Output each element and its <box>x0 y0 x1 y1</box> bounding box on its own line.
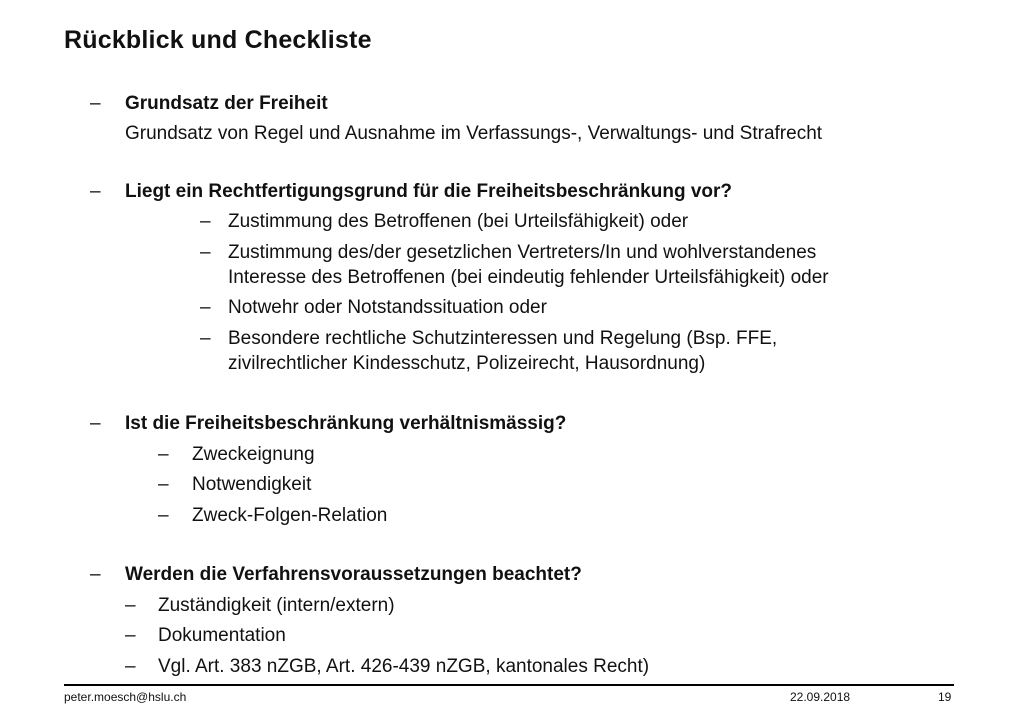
bullet-dash: – <box>200 328 211 349</box>
bullet-dash: – <box>158 505 169 526</box>
list-item: Zuständigkeit (intern/extern) <box>158 595 395 616</box>
list-item: Zustimmung des Betroffenen (bei Urteilsfähigkeit) oder <box>228 211 689 232</box>
list-item: Zweckeignung <box>192 444 315 465</box>
bullet-dash: – <box>158 474 169 495</box>
bullet-dash: – <box>200 297 211 318</box>
bullet-dash: – <box>125 595 136 616</box>
list-item: Dokumentation <box>158 625 286 646</box>
list-item: Zweck-Folgen-Relation <box>192 505 388 526</box>
bullet-dash: – <box>200 242 211 263</box>
section-text-freiheit: Grundsatz von Regel und Ausnahme im Verfassungs-, Verwaltungs- und Strafrecht <box>125 123 823 144</box>
list-item: Besondere rechtliche Schutzinteressen und Regelung (Bsp. FFE, <box>228 328 778 349</box>
footer-divider <box>64 684 954 686</box>
section-heading-verhaeltnis: Ist die Freiheitsbeschränkung verhältnismässig? <box>125 413 567 434</box>
section-heading-rechtfertigung: Liegt ein Rechtfertigungsgrund für die Freiheitsbeschränkung vor? <box>125 181 733 202</box>
section-heading-freiheit: Grundsatz der Freiheit <box>125 93 328 114</box>
footer-date: 22.09.2018 <box>790 690 851 704</box>
section-heading-verfahren: Werden die Verfahrensvoraussetzungen beachtet? <box>125 564 582 585</box>
list-item: Vgl. Art. 383 nZGB, Art. 426-439 nZGB, kantonales Recht) <box>158 656 650 677</box>
bullet-dash: – <box>200 211 211 232</box>
bullet-dash: – <box>90 181 101 202</box>
bullet-dash: – <box>90 564 101 585</box>
bullet-dash: – <box>90 93 101 114</box>
bullet-dash: – <box>125 625 136 646</box>
bullet-dash: – <box>158 444 169 465</box>
list-item: Zustimmung des/der gesetzlichen Vertreters/In und wohlverstandenes <box>228 242 817 263</box>
bullet-dash: – <box>125 656 136 677</box>
bullet-dash: – <box>90 413 101 434</box>
slide-title: Rückblick und Checkliste <box>64 26 372 54</box>
list-item: Notwehr oder Notstandssituation oder <box>228 297 547 318</box>
list-item-continuation: zivilrechtlicher Kindesschutz, Polizeirecht, Hausordnung) <box>228 353 706 374</box>
footer-email: peter.moesch@hslu.ch <box>64 690 187 704</box>
list-item: Notwendigkeit <box>192 474 312 495</box>
list-item-continuation: Interesse des Betroffenen (bei eindeutig fehlender Urteilsfähigkeit) oder <box>228 267 829 288</box>
footer-page-number: 19 <box>938 690 952 704</box>
